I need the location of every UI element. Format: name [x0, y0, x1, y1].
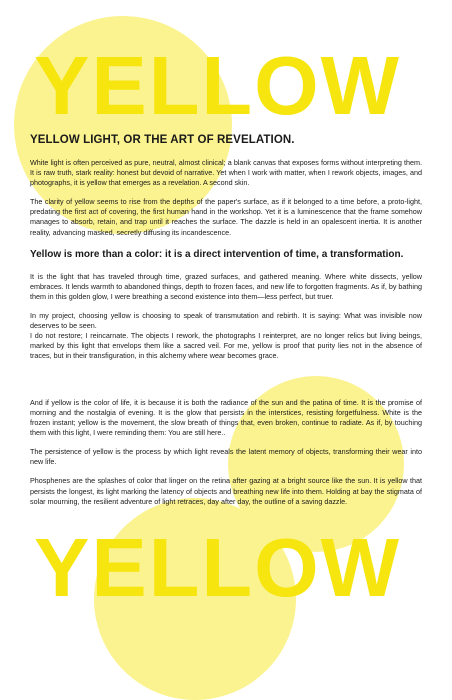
text-block-bottom [30, 398, 422, 516]
page-heading: YELLOW LIGHT, OR THE ART OF REVELATION. [30, 134, 295, 146]
paragraph-4a: In my project, choosing yellow is choosing to speak of transmutation and rebirth. It is saying: What was invisible now deserves to be seen. [30, 310, 422, 330]
paragraph-6: The persistence of yellow is the process by which light reveals the latent memory of objects, transforming their wear into new life. [30, 447, 422, 467]
paragraph-4b: I do not restore; I reincarnate. The objects I rework, the photographs I reinterpret, are no longer relics but living beings, marked by this light that envelops them like a sacred veil. For me, yellow is proof that purity lies not in the absence of traces, but in their transfiguration, in this alchemy where wear becomes grace. [30, 331, 422, 361]
paragraph-3: It is the light that has traveled through time, grazed surfaces, and gathered meaning. Where white dissects, yellow embraces. It lends warmth to abandoned things, depth to frozen faces, and new life to forgotten fragments. As if, by bathing them in this golden glow, I were breathing a second existence into them—less perfect, but truer. [30, 271, 422, 301]
text-block-top [30, 132, 422, 370]
paragraph-1: White light is often perceived as pure, neutral, almost clinical; a blank canvas that exposes forms without interpreting them. It is raw truth, stark reality: honest but devoid of narrative. Yet when I work with matter, when I rework objects, images, and photographs, it is yellow that emerges as a revelation. A second skin. [30, 158, 422, 188]
title-word-top: YELLOW [34, 39, 402, 132]
paragraph-5: And if yellow is the color of life, it is because it is both the radiance of the sun and the patina of time. It is the promise of morning and the nostalgia of evening. It is the glow that persists in the interstices, resisting forgetfulness. White is the frozen instant; yellow is the movement, the slow breath of things that, even broken, continue to radiate. As if, by touching them with this light, I were reminding them: You are still here.. [30, 398, 422, 438]
subheading: Yellow is more than a color: it is a direct intervention of time, a transformation. [30, 248, 404, 260]
title-word-bottom: YELLOW [34, 521, 402, 614]
paragraph-7: Phosphenes are the splashes of color that linger on the retina after gazing at a bright source like the sun. It is yellow that persists the longest, its light marking the latency of objects and breathing new life into them. Holding at bay the stigmata of solar mourning, the resilient adventure of light retraces, day after day, the outline of a saving dazzle. [30, 476, 422, 506]
paragraph-2: The clarity of yellow seems to rise from the depths of the paper's surface, as if it belonged to a time before, a proto-light, predating the first act of covering, the first human hand in the workshop. Yet it is a luminescence that the frame somehow manages to absorb, retain, and trap until it reaches the surface. The dazzle is held in an opalescent inertia. It is another reality, advancing masked, secretly diffusing its incandescence. [30, 197, 422, 237]
